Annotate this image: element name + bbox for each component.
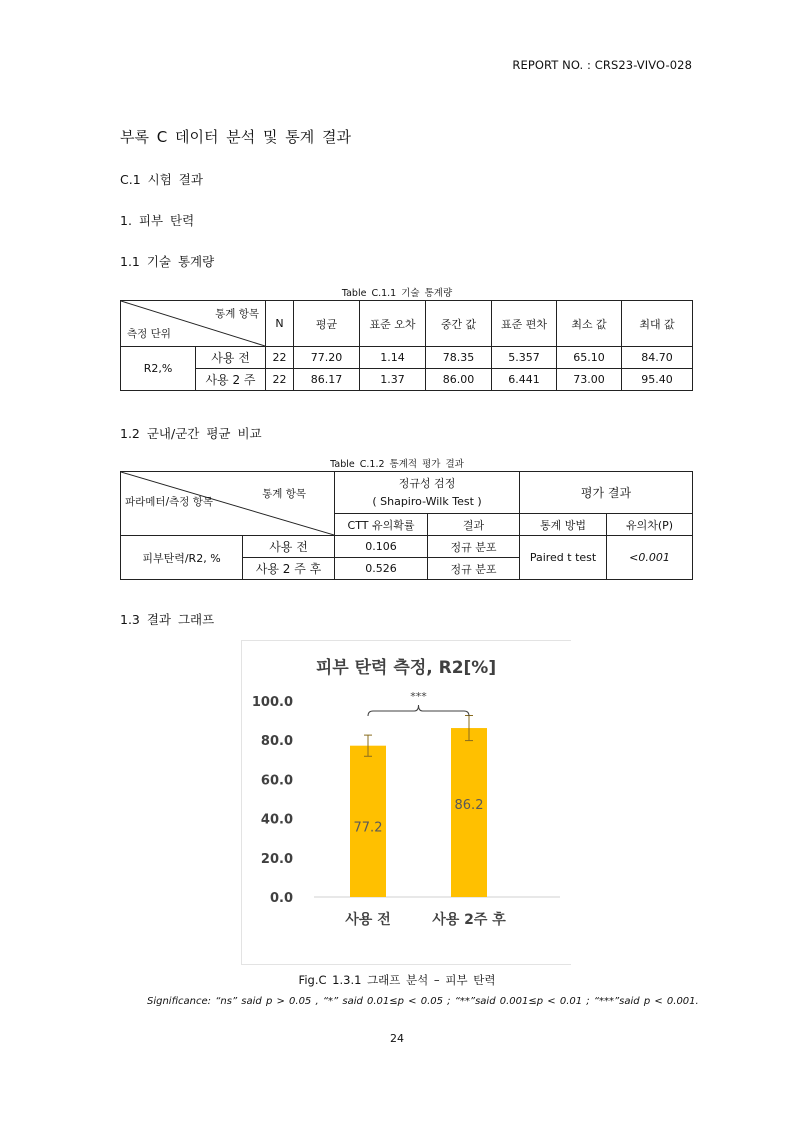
x-category-label: 사용 2주 후 <box>432 912 506 928</box>
table-cell: 0.106 <box>335 536 428 558</box>
table-row <box>121 369 693 391</box>
table-cell: 1.37 <box>360 369 426 391</box>
figure-caption: Fig.C 1.3.1 그래프 분석 – 피부 탄력 <box>298 973 496 987</box>
table1-row-label: 사용 전 <box>196 347 266 369</box>
y-tick-label: 80.0 <box>260 734 293 750</box>
y-tick-label: 100.0 <box>251 695 293 710</box>
data-label: 77.2 <box>353 820 383 836</box>
table2-row-label: 사용 전 <box>243 536 335 558</box>
table1-corner-bottom: 측정 단위 <box>127 328 171 340</box>
table1-row-label: 사용 2 주 <box>196 369 266 391</box>
table2-corner-top: 통계 항목 <box>262 488 306 500</box>
table2-caption: Table C.1.2 통계적 평가 결과 <box>330 459 464 470</box>
page-number: 24 <box>390 1032 404 1045</box>
table-cell: 65.10 <box>557 347 622 369</box>
table2-sub-header: 통계 방법 <box>520 514 607 536</box>
section-heading-descriptive-stats: 1.1 기술 통계량 <box>120 254 215 269</box>
table-cell: 77.20 <box>294 347 360 369</box>
table1-corner-top: 통계 항목 <box>215 308 259 320</box>
table1-col-header: N <box>266 301 294 347</box>
table-cell: 정규 분포 <box>428 558 520 580</box>
table2-sub-header: 유의차(P) <box>607 514 693 536</box>
data-label: 86.2 <box>454 798 484 814</box>
table-cell: 1.14 <box>360 347 426 369</box>
x-category-label: 사용 전 <box>345 912 391 928</box>
normality-title: 정규성 검정 <box>398 476 456 490</box>
table-cell: 95.40 <box>622 369 693 391</box>
bar-chart <box>242 641 571 964</box>
significance-label: *** <box>410 690 427 703</box>
normality-subtitle: ( Shapiro-Wilk Test ) <box>372 494 482 508</box>
statistical-method-cell: Paired t test <box>520 536 607 580</box>
report-number: REPORT NO. : CRS23-VIVO-028 <box>512 58 692 72</box>
appendix-heading: 부록 C 데이터 분석 및 통계 결과 <box>120 128 351 146</box>
descriptive-stats-table <box>120 300 693 391</box>
table2-corner-bottom: 파라메터/측정 항목 <box>125 496 214 508</box>
statistical-evaluation-table <box>120 471 693 580</box>
table2-group-label: 피부탄력/R2, % <box>121 536 243 580</box>
y-tick-label: 40.0 <box>260 812 293 828</box>
table-cell: 5.357 <box>492 347 557 369</box>
table1-corner-cell <box>121 301 266 347</box>
y-tick-label: 20.0 <box>260 851 293 867</box>
table2-row-label: 사용 2 주 후 <box>243 558 335 580</box>
significance-note: Significance: “ns” said p > 0.05 , “*” said 0.01≤p < 0.05 ; “**”said 0.001≤p < 0.01 ; “***”said p < 0.001. <box>147 996 699 1007</box>
section-heading-c1: C.1 시험 결과 <box>120 172 203 187</box>
chart-frame <box>241 640 571 965</box>
table1-col-header: 표준 편차 <box>492 301 557 347</box>
significance-bracket <box>368 705 469 716</box>
table2-sub-header: 결과 <box>428 514 520 536</box>
table-cell: 86.17 <box>294 369 360 391</box>
table1-caption: Table C.1.1 기술 통계량 <box>341 288 453 299</box>
chart-title: 피부 탄력 측정, R2[%] <box>315 658 497 678</box>
table1-col-header: 최대 값 <box>622 301 693 347</box>
table-cell: 22 <box>266 369 294 391</box>
table-cell: 86.00 <box>426 369 492 391</box>
section-heading-result-graph: 1.3 결과 그래프 <box>120 612 215 627</box>
section-heading-mean-comparison: 1.2 군내/군간 평균 비교 <box>120 426 262 441</box>
table-cell: 84.70 <box>622 347 693 369</box>
table-cell: 0.526 <box>335 558 428 580</box>
table1-col-header: 표준 오차 <box>360 301 426 347</box>
y-tick-label: 60.0 <box>260 773 293 789</box>
table1-group-label: R2,% <box>121 347 196 391</box>
table-row <box>121 347 693 369</box>
evaluation-result-header: 평가 결과 <box>520 472 693 514</box>
section-heading-skin-elasticity: 1. 피부 탄력 <box>120 213 195 228</box>
table-cell: 78.35 <box>426 347 492 369</box>
normality-test-header <box>335 472 520 514</box>
table-cell: 6.441 <box>492 369 557 391</box>
table2-corner-cell <box>121 472 335 536</box>
table2-sub-header: CTT 유의확률 <box>335 514 428 536</box>
y-tick-label: 0.0 <box>269 891 293 906</box>
significance-cell: <0.001 <box>607 536 693 580</box>
table1-col-header: 평균 <box>294 301 360 347</box>
table1-col-header: 최소 값 <box>557 301 622 347</box>
table-cell: 22 <box>266 347 294 369</box>
table-cell: 73.00 <box>557 369 622 391</box>
table1-col-header: 중간 값 <box>426 301 492 347</box>
table-row <box>121 536 693 558</box>
table-cell: 정규 분포 <box>428 536 520 558</box>
